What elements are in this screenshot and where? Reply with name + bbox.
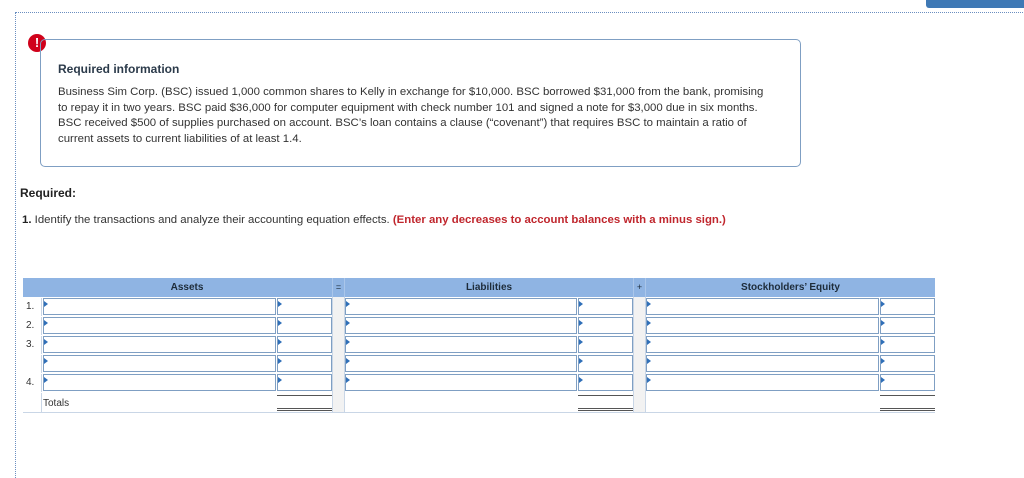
assets-account-dropdown[interactable] xyxy=(43,355,276,372)
liabilities-total xyxy=(578,395,633,411)
instruction-text: Identify the transactions and analyze their accounting equation effects. xyxy=(34,214,390,226)
header-plus: + xyxy=(633,278,646,297)
equity-account-dropdown[interactable] xyxy=(646,317,879,334)
alert-icon: ! xyxy=(28,34,46,52)
instruction xyxy=(22,213,802,228)
table-bottom-border xyxy=(23,412,935,413)
equity-amount-input[interactable] xyxy=(880,336,935,353)
equity-account-dropdown[interactable] xyxy=(646,336,879,353)
liabilities-amount-input[interactable] xyxy=(578,317,633,334)
info-text: Business Sim Corp. (BSC) issued 1,000 common shares to Kelly in exchange for $10,000. BSC borrowed $31,000 from the bank, promising to repay it in two years. BSC paid $36,000 for computer equipment with check number 101 and signed a note for $3,000 due in six months. BSC received $500 of supplies purchased on account. BSC’s loan contains a clause (“covenant”) that requires BSC to maintain a ratio of current assets to current liabilities of at least 1.4. xyxy=(58,86,764,145)
header-blank xyxy=(23,278,42,297)
row-label: 1. xyxy=(23,298,42,316)
liabilities-account-dropdown[interactable] xyxy=(345,336,577,353)
equity-amount-input[interactable] xyxy=(880,374,935,391)
totals-label: Totals xyxy=(43,398,70,409)
assets-amount-input[interactable] xyxy=(277,336,332,353)
assets-amount-input[interactable] xyxy=(277,317,332,334)
row-label xyxy=(23,355,42,373)
equity-account-dropdown[interactable] xyxy=(646,374,879,391)
info-title: Required information xyxy=(58,62,180,76)
liabilities-account-dropdown[interactable] xyxy=(345,317,577,334)
assets-total xyxy=(277,395,332,411)
equals-column xyxy=(332,297,345,413)
assets-amount-input[interactable] xyxy=(277,355,332,372)
equity-amount-input[interactable] xyxy=(880,355,935,372)
assets-amount-input[interactable] xyxy=(277,374,332,391)
equity-account-dropdown[interactable] xyxy=(646,355,879,372)
equity-amount-input[interactable] xyxy=(880,298,935,315)
row-label-blank xyxy=(23,393,42,413)
assets-amount-input[interactable] xyxy=(277,298,332,315)
required-information-box xyxy=(40,39,801,167)
row-label: 2. xyxy=(23,317,42,335)
liabilities-account-dropdown[interactable] xyxy=(345,374,577,391)
assets-account-dropdown[interactable] xyxy=(43,336,276,353)
header-equity: Stockholders’ Equity xyxy=(646,278,935,297)
header-liabilities: Liabilities xyxy=(345,278,633,297)
equity-total xyxy=(880,395,935,411)
header-equals: = xyxy=(332,278,345,297)
accounting-equation-table xyxy=(23,278,935,413)
liabilities-amount-input[interactable] xyxy=(578,374,633,391)
required-label: Required: xyxy=(20,186,77,200)
assets-account-dropdown[interactable] xyxy=(43,298,276,315)
frame-top-border xyxy=(15,12,1023,13)
liabilities-amount-input[interactable] xyxy=(578,336,633,353)
instruction-number: 1. xyxy=(22,214,32,226)
plus-column xyxy=(633,297,646,413)
row-label: 3. xyxy=(23,336,42,354)
equity-account-dropdown[interactable] xyxy=(646,298,879,315)
frame-left-border xyxy=(15,12,16,478)
liabilities-amount-input[interactable] xyxy=(578,355,633,372)
liabilities-account-dropdown[interactable] xyxy=(345,298,577,315)
instruction-note: (Enter any decreases to account balances with a minus sign.) xyxy=(392,214,726,226)
top-right-button[interactable] xyxy=(926,0,1024,8)
row-label: 4. xyxy=(23,374,42,392)
header-assets: Assets xyxy=(42,278,332,297)
liabilities-amount-input[interactable] xyxy=(578,298,633,315)
equity-amount-input[interactable] xyxy=(880,317,935,334)
assets-account-dropdown[interactable] xyxy=(43,374,276,391)
assets-account-dropdown[interactable] xyxy=(43,317,276,334)
liabilities-account-dropdown[interactable] xyxy=(345,355,577,372)
